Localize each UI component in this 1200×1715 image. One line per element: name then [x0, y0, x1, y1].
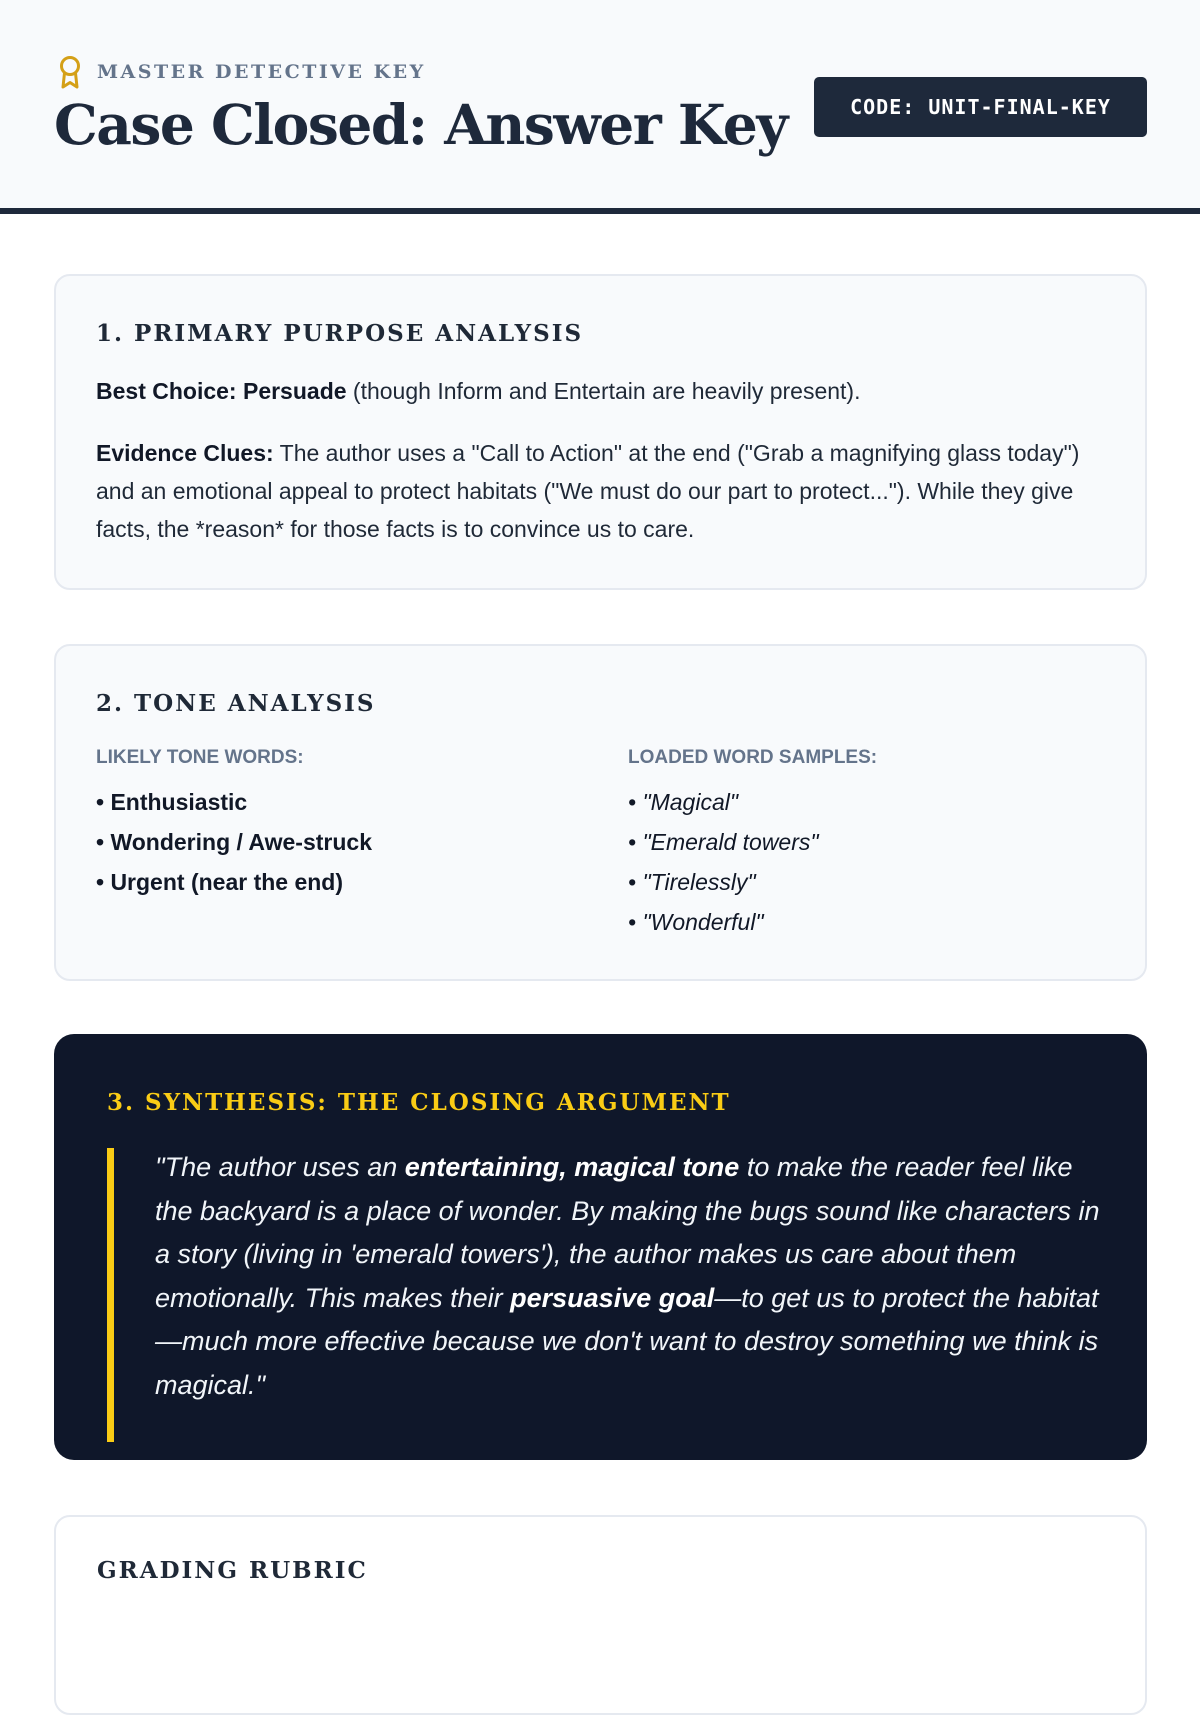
best-choice-detail: (though Inform and Entertain are heavily present).: [346, 378, 861, 404]
closing-argument-quote: [155, 1146, 1115, 1407]
evidence-detail: The author uses a "Call to Action" at the end ("Grab a magnifying glass today") and an emotional appeal to protect habitats ("We must do our part to protect..."). While they give facts, the *reason* for those facts is to convince us to care.: [96, 440, 1080, 542]
tone-words-column: [96, 746, 556, 902]
best-choice-text: [96, 372, 1096, 410]
synthesis-card: [54, 1034, 1147, 1460]
list-item: • "Emerald towers": [628, 829, 819, 855]
synthesis-heading: 3. SYNTHESIS: THE CLOSING ARGUMENT: [107, 1089, 731, 1116]
quote-part: —to get us to protect the habitat—much more effective because we don't want to destroy something we think is magical.": [155, 1282, 1099, 1400]
page-title: Case Closed: Answer Key: [54, 92, 787, 157]
list-item: • "Tirelessly": [628, 869, 756, 895]
quote-part: to make the reader feel like the backyard is a place of wonder. By making the bugs sound like characters in a story (living in 'emerald towers'), the author makes us care about them emotionally. This makes their: [155, 1152, 1100, 1313]
tone-heading: 2. TONE ANALYSIS: [96, 690, 376, 717]
list-item: • Urgent (near the end): [96, 869, 344, 895]
loaded-words-list: [628, 782, 1088, 942]
code-badge: CODE: UNIT-FINAL-KEY: [814, 77, 1147, 137]
list-item: • "Magical": [628, 789, 739, 815]
rubric-card: [54, 1515, 1147, 1715]
quote-emphasis-tone: entertaining, magical tone: [404, 1152, 740, 1182]
tone-words-label: LIKELY TONE WORDS:: [96, 747, 304, 768]
evidence-text: [96, 434, 1096, 548]
quote-accent-bar: [107, 1148, 114, 1442]
list-item: • Wondering / Awe-struck: [96, 829, 372, 855]
page-header: [0, 0, 1200, 214]
loaded-words-label: LOADED WORD SAMPLES:: [628, 747, 878, 768]
header-eyebrow: [57, 55, 426, 89]
evidence-label: Evidence Clues:: [96, 440, 274, 466]
ribbon-award-icon: [57, 55, 83, 89]
eyebrow-label: MASTER DETECTIVE KEY: [97, 61, 426, 83]
purpose-heading: 1. PRIMARY PURPOSE ANALYSIS: [96, 320, 584, 347]
list-item: • "Wonderful": [628, 909, 764, 935]
tone-words-list: [96, 782, 556, 902]
loaded-words-column: [628, 746, 1088, 942]
purpose-card: [54, 274, 1147, 590]
quote-emphasis-goal: persuasive goal: [510, 1282, 715, 1313]
tone-card: [54, 644, 1147, 981]
list-item: • Enthusiastic: [96, 789, 248, 815]
rubric-heading: GRADING RUBRIC: [97, 1557, 368, 1584]
quote-part: "The author uses an: [155, 1152, 405, 1182]
best-choice-label: Best Choice: Persuade: [96, 378, 347, 404]
